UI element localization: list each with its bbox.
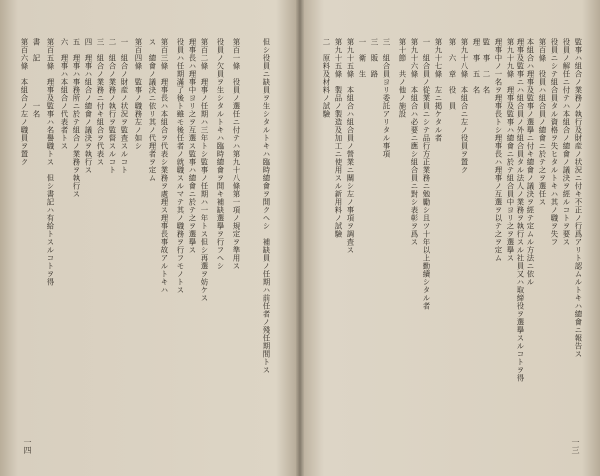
text-column: 第百一條 役員ノ選任ニ付テハ第九十八條第一項ノ規定ヲ準用ス (232, 38, 241, 270)
text-column: 四 理事ハ組合ノ總會ノ議決ヲ執行ス (84, 38, 93, 174)
text-column: 第百二條 理事ノ任期ハ三年トシ監事ノ任期ハ一年トス但シ再選ヲ妨ケス (200, 38, 209, 302)
left-page (0, 0, 298, 476)
text-column: 理事及監事ニハ組合員ノ外組合員タル法人ノ業務ヲ執行スル社員又ハ取締役ヲ選擧スルコトヲ得 (516, 38, 525, 382)
text-column: 役員ハ任期滿了後ト雖モ後任者ノ就職スルマテ其ノ職務ヲ行フモノトス (176, 38, 185, 294)
text-column: 一 衛 生 (358, 38, 367, 78)
text-column: 三 組合員ヨリ委託アリタル事項 (382, 38, 391, 158)
text-column: 二 原料及材料ノ試驗 (322, 38, 331, 118)
text-column: 第百五條 理事及監事ハ名譽職トス 但シ書記ハ有給トスルコトヲ得 (46, 38, 55, 286)
text-column: 第 六 章 役 員 (448, 38, 457, 110)
text-column: 五 理事ハ事務所ニ於テ組合ノ業務ヲ執行ス (72, 38, 81, 198)
text-column: 第九十七條 左ニ掲ケタル者 (434, 38, 443, 142)
text-column: ス 總會ノ議決ニ依リ其ノ代理者ヲ定ム (148, 38, 157, 182)
text-column: 但シ役員ニ缺員ヲ生シタルトキハ臨時總會ヲ開クヘシ 補缺員ノ任期ハ前任者ノ殘任期間トス (262, 38, 271, 374)
page-number: 一三 (571, 438, 580, 454)
text-column: 一 組合員ノ從業員ニシテ品行方正業務ニ勉勵シ且ツ十年以上勤續シタル者 (422, 38, 431, 310)
text-column: 役員ノ欠員ヲ生シタルトキハ臨時總會ヲ開キ補缺選擧ヲ行フヘシ (216, 38, 225, 270)
text-column: 六 理事ハ本組合ノ代表者トス (60, 38, 69, 150)
text-column: 第九十九條 理事及監事ハ總會ニ於テ組合員中ヨリ之ヲ選擧ス (506, 38, 515, 262)
text-column: 三 販 路 (370, 38, 379, 78)
text-column: 理 事 五 名 (472, 38, 481, 94)
text-column: 三 組合ノ業務ニ付キ組合ヲ代表ス (96, 38, 105, 166)
text-column: 第百六條 本組合ノ左ノ職員ヲ置ク (20, 38, 29, 166)
text-column: 第百三條 理事長ハ本組合ヲ代表シ業務ヲ處理ス理事長事故アルトキハ (160, 38, 169, 294)
text-column: 書 記 一名 (32, 38, 41, 118)
text-column: 監事ハ組合ノ業務ノ執行及財産ノ状況ニ付キ不正ノ行爲アリト認ムルトキハ總會ニ報告ス (574, 38, 583, 358)
text-column: 監 事 二 名 (482, 38, 491, 94)
text-column: 理事長ハ理事中ヨリ之ヲ互選ス監事ハ總會ニ於テ之ヲ選擧ス (188, 38, 197, 254)
page-number: 一四 (23, 438, 32, 454)
text-column: 第九十八條 本組合ニ左ノ役員ヲ置ク (460, 38, 469, 174)
text-column: 第九十六條 本組合ハ必要ニ應シ組合員ニ對シ表彰ヲ爲ス (410, 38, 419, 246)
text-column: 一 組合ノ財産ノ状況ヲ監査スルコト (120, 38, 129, 174)
text-column: 第九十五條 製品ノ製造及加工ニ使用スル新用料ノ試驗 (334, 38, 343, 238)
text-column: 第百四條 監事ノ職務左ノ如シ (134, 38, 143, 150)
text-column: 理事中ノ一名ヲ理事長トシ理事長ハ理事ノ互選ヲ以テ之ヲ定ム (494, 38, 503, 262)
right-page (302, 0, 600, 476)
text-column: 第百條 役員ハ組合員ノ總會ニ於テ之ヲ選任ス (538, 38, 547, 206)
text-column: 二 組合ノ業務ノ執行ヲ監督スルコト (108, 38, 117, 174)
text-column: 役員ノ解任ニ付テハ本組合ノ總會ノ議決ヲ經ルコトヲ要ス (562, 38, 571, 246)
text-column: 第十節 共ノ他ノ施設 (398, 38, 407, 118)
text-column: 本組合ハ理事及監事ノ選擧ニ付キ總會ノ議決ヲ經テ定ムル方法ニ依ル (526, 38, 535, 286)
text-column: 第九十五條 本組合ハ組合員ノ營業ニ關シ左ノ事項ヲ調査ス (346, 38, 355, 254)
text-column: 役員ニシテ組合員タル資格ヲ失ヒタルトキハ其ノ職ヲ失フ (550, 38, 559, 246)
